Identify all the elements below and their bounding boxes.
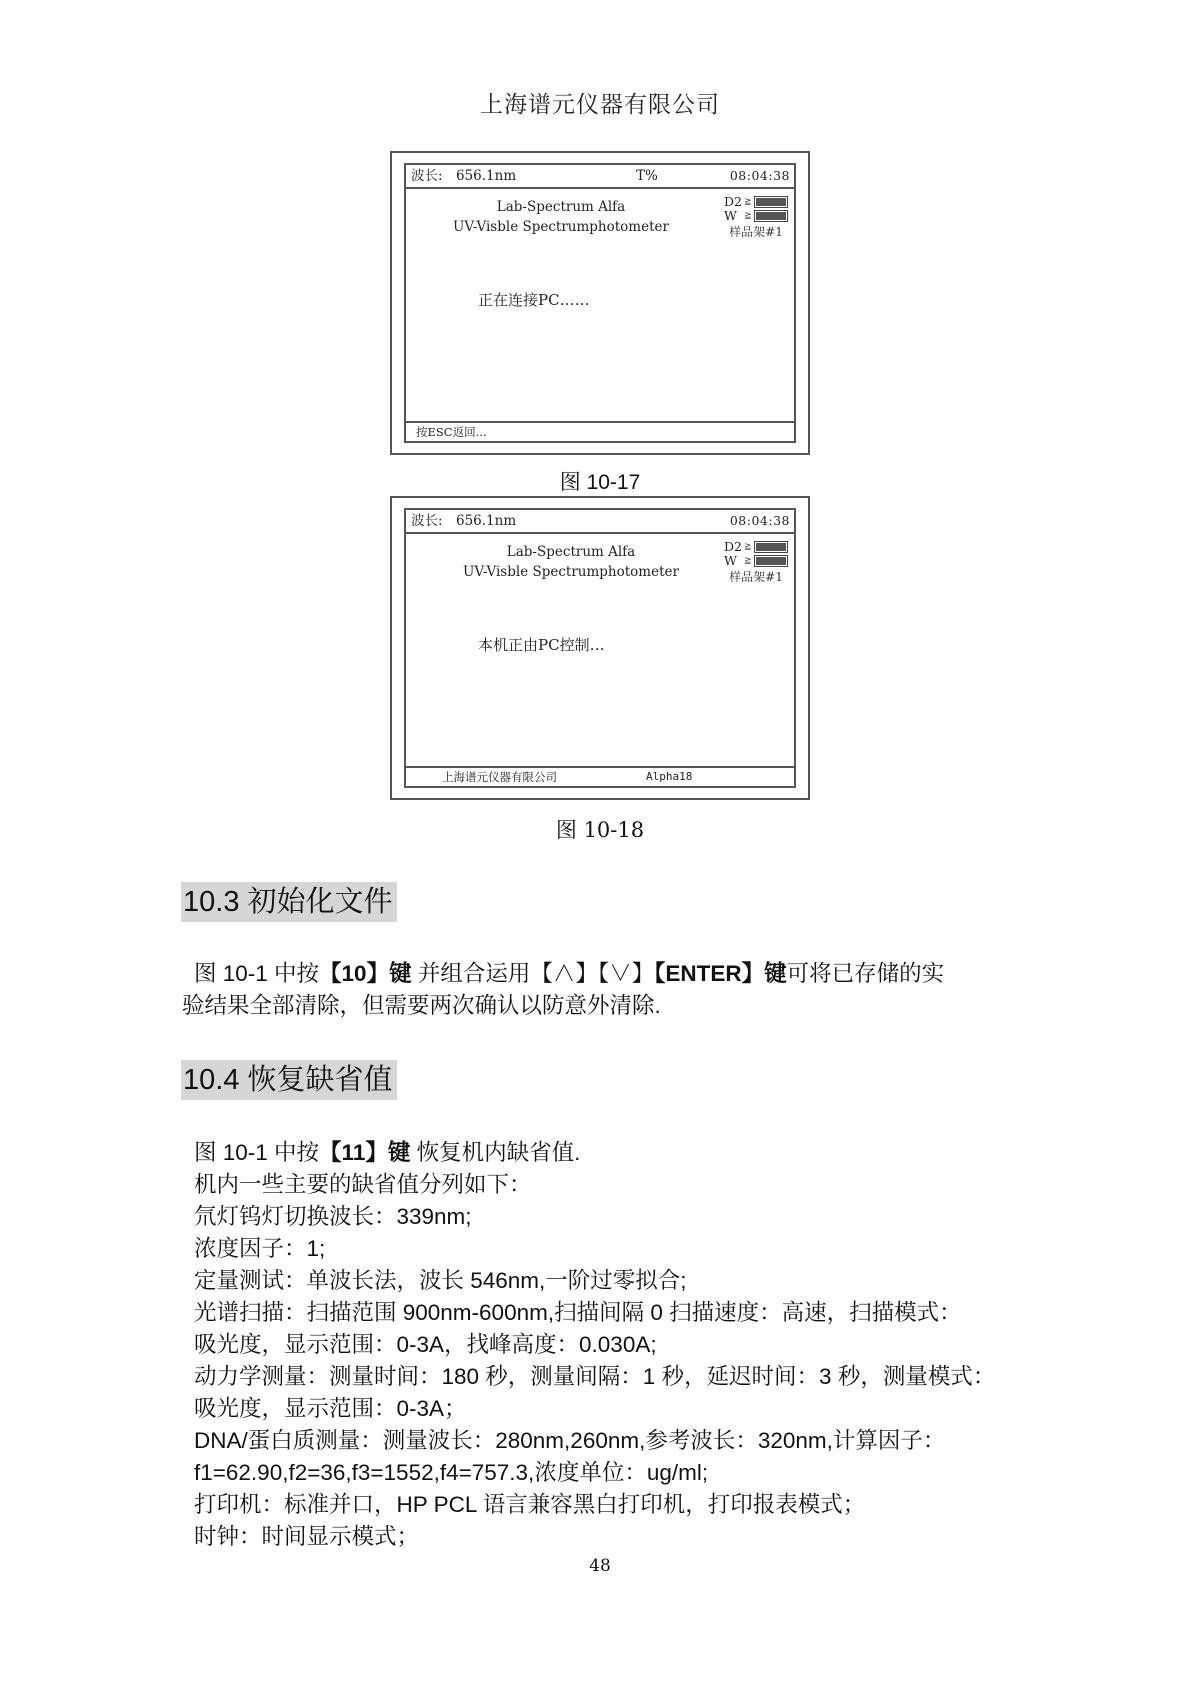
defaults-line: 浓度因子：1;	[194, 1236, 326, 1261]
lcd-screenshot-fig-10-17	[390, 151, 810, 455]
text: 图 10-1 中按	[194, 961, 320, 986]
defaults-line: DNA/蛋白质测量：测量波长：280nm,260nm,参考波长：320nm,计算因子：	[194, 1428, 946, 1453]
footer-company: 上海谱元仪器有限公司	[442, 770, 557, 784]
instrument-name: Lab-Spectrum Alfa	[496, 199, 626, 215]
text: 恢复机内缺省值.	[410, 1140, 581, 1165]
caption-number: 10-17	[586, 471, 641, 494]
instrument-subtitle: UV-Visble Spectrumphotometer	[463, 564, 679, 580]
text: 图 10-1 中按	[194, 1140, 320, 1165]
page-header: 上海谱元仪器有限公司	[480, 92, 720, 118]
defaults-line: 打印机：标准并口，HP PCL 语言兼容黑白打印机，打印报表模式；	[194, 1492, 866, 1517]
sample-holder: 样品架#1	[729, 570, 783, 584]
caption-number: 10-18	[583, 818, 645, 842]
wavelength-value: 656.1nm	[456, 513, 517, 529]
lamp-name: W	[724, 553, 737, 568]
lamp-status	[724, 195, 788, 239]
defaults-line: 吸光度，显示范围：0-3A；	[194, 1396, 467, 1421]
lamp-level-bar-icon	[754, 210, 788, 222]
status-message: 正在连接PC……	[478, 291, 590, 309]
defaults-line: 动力学测量：测量时间：180 秒，测量间隔：1 秒，延迟时间：3 秒，测量模式：	[194, 1364, 996, 1389]
key-label: 【11】键	[319, 1140, 411, 1165]
lcd-screen	[404, 508, 796, 788]
lcd-footer	[406, 766, 794, 786]
caption-prefix: 图	[555, 818, 577, 842]
wavelength-value: 656.1nm	[456, 168, 517, 184]
section-10-3-paragraph	[182, 958, 1054, 1022]
defaults-line: 时钟：时间显示模式；	[194, 1524, 420, 1549]
defaults-line: 光谱扫描：扫描范围 900nm-600nm,扫描间隔 0 扫描速度：高速，扫描模式：	[194, 1300, 962, 1325]
lcd-status-bar	[406, 165, 794, 189]
lamp-level-bar-icon	[754, 555, 788, 567]
wavelength-label: 波长:	[411, 513, 443, 529]
instrument-name: Lab-Spectrum Alfa	[506, 544, 636, 560]
paragraph-line	[194, 1137, 1054, 1169]
sample-holder: 样品架#1	[729, 225, 783, 239]
section-heading-10-3: 10.3 初始化文件	[181, 882, 397, 922]
lcd-screen	[404, 163, 796, 443]
paragraph-line	[194, 958, 1054, 990]
ge-symbol: ≧	[744, 556, 752, 566]
lamp-row-d2	[724, 195, 788, 209]
text: 可将已存储的实	[786, 961, 945, 986]
figure-caption	[0, 814, 1200, 844]
key-label: 【ENTER】键	[654, 961, 787, 986]
ge-symbol: ≧	[744, 542, 752, 552]
lamp-level-bar-icon	[754, 196, 788, 208]
defaults-line: 氘灯钨灯切换波长：339nm;	[194, 1204, 472, 1229]
lcd-status-bar	[406, 510, 794, 534]
section-10-4-body	[194, 1137, 1054, 1553]
lamp-name: D2	[724, 539, 742, 554]
instrument-subtitle: UV-Visble Spectrumphotometer	[453, 219, 669, 235]
lamp-status	[724, 540, 788, 584]
defaults-line: 吸光度，显示范围：0-3A，找峰高度：0.030A;	[194, 1332, 657, 1357]
ge-symbol: ≧	[744, 197, 752, 207]
caption-prefix: 图	[559, 470, 581, 494]
lamp-name: W	[724, 208, 737, 223]
footer-hint: 按ESC返回...	[416, 425, 487, 439]
defaults-line: 定量测试：单波长法，波长 546nm,一阶过零拟合;	[194, 1268, 687, 1293]
key-label: 【10】键	[319, 961, 412, 986]
section-heading-10-4: 10.4 恢复缺省值	[181, 1060, 397, 1100]
lamp-row-d2	[724, 540, 788, 554]
lamp-row-w	[724, 554, 788, 568]
measure-mode: T%	[636, 168, 658, 184]
defaults-line: 机内一些主要的缺省值分列如下：	[194, 1172, 532, 1197]
clock: 08:04:38	[729, 513, 790, 528]
lamp-name: D2	[724, 194, 742, 209]
lcd-footer	[406, 421, 794, 441]
lcd-screenshot-fig-10-18	[390, 496, 810, 800]
text: 并组合运用【∧】【∨】	[411, 961, 655, 986]
ge-symbol: ≧	[744, 211, 752, 221]
page-number: 48	[589, 1556, 611, 1576]
clock: 08:04:38	[729, 168, 790, 183]
status-message: 本机正由PC控制…	[478, 636, 605, 654]
lamp-level-bar-icon	[754, 541, 788, 553]
wavelength-label: 波长:	[411, 168, 443, 184]
figure-caption	[0, 466, 1200, 496]
paragraph-line: 验结果全部清除，但需要两次确认以防意外清除.	[182, 993, 661, 1018]
lamp-row-w	[724, 209, 788, 223]
defaults-line: f1=62.90,f2=36,f3=1552,f4=757.3,浓度单位：ug/ml;	[194, 1460, 709, 1485]
footer-model: Alpha18	[646, 770, 693, 783]
